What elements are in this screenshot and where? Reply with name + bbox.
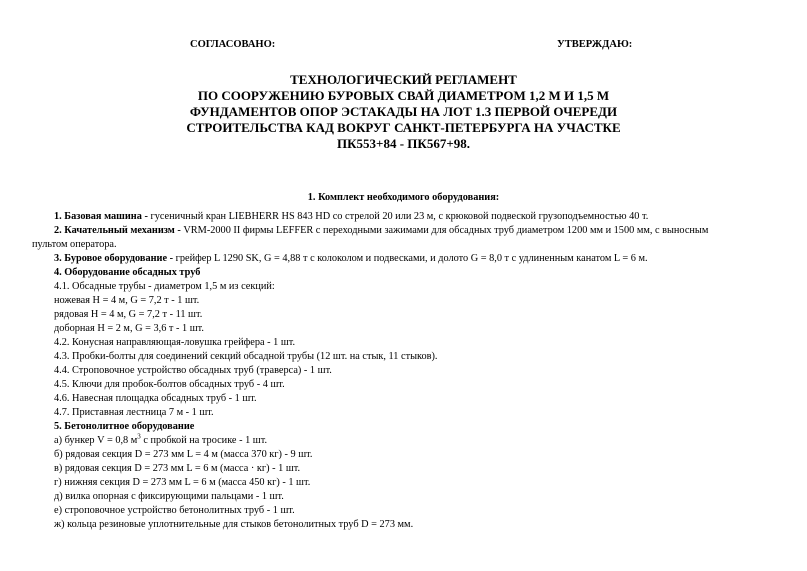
list-item: 4.5. Ключи для пробок-болтов обсадных труб - 4 шт. — [54, 379, 285, 390]
list-item: ножевая H = 4 м, G = 7,2 т - 1 шт. — [54, 295, 200, 306]
list-item — [54, 210, 774, 224]
item-text: грейфер L 1290 SK, G = 4,88 т с колоколом и подвесками, и долото G = 8,0 т с удлиненным канатом L = 6 м. — [173, 253, 648, 264]
item-label: 2. Качательный механизм - — [54, 225, 181, 236]
list-item: рядовая H = 4 м, G = 7,2 т - 11 шт. — [54, 309, 203, 320]
list-item: доборная H = 2 м, G = 3,6 т - 1 шт. — [54, 323, 204, 334]
list-item: г) нижняя секция D = 273 мм L = 6 м (масса 450 кг) - 1 шт. — [54, 477, 311, 488]
list-item: ж) кольца резиновые уплотнительные для стыков бетонолитных труб D = 273 мм. — [54, 519, 414, 530]
item-text: гусеничный кран LIEBHERR HS 843 HD со стрелой 20 или 23 м, с крюковой подвеской грузоподъемностью 40 т. — [147, 211, 649, 222]
item-label: 1. Базовая машина - — [54, 211, 148, 222]
item-text: VRM-2000 II фирмы LEFFER с переходными зажимами для обсадных труб диаметром 1200 мм и 1500 мм, с выносным — [180, 225, 709, 236]
list-item: д) вилка опорная с фиксирующими пальцами - 1 шт. — [54, 491, 284, 502]
superscript: 3 — [137, 432, 141, 441]
document-title — [0, 72, 807, 152]
list-item: в) рядовая секция D = 273 мм L = 6 м (масса · кг) - 1 шт. — [54, 463, 301, 474]
list-item: 4.4. Строповочное устройство обсадных труб (траверса) - 1 шт. — [54, 365, 332, 376]
section-heading: 1. Комплект необходимого оборудования: — [307, 192, 500, 203]
title-line: ТЕХНОЛОГИЧЕСКИЙ РЕГЛАМЕНТ — [290, 72, 517, 87]
title-line: ФУНДАМЕНТОВ ОПОР ЭСТАКАДЫ НА ЛОТ 1.3 ПЕРВОЙ ОЧЕРЕДИ — [189, 104, 618, 119]
document-body — [32, 210, 774, 532]
subsection-heading — [54, 420, 774, 434]
list-item — [54, 434, 774, 448]
title-line: СТРОИТЕЛЬСТВА КАД ВОКРУГ САНКТ-ПЕТЕРБУРГА НА УЧАСТКЕ — [186, 120, 621, 135]
list-item: 4.2. Конусная направляющая-ловушка грейфера - 1 шт. — [54, 337, 296, 348]
subsection-heading-text: 4. Оборудование обсадных труб — [54, 267, 201, 278]
approved-left-label: СОГЛАСОВАНО: — [190, 39, 276, 50]
list-item — [54, 252, 774, 266]
list-item: б) рядовая секция D = 273 мм L = 4 м (масса 370 кг) - 9 шт. — [54, 449, 313, 460]
subsection-heading-text: 5. Бетонолитное оборудование — [54, 421, 195, 432]
subsection-heading — [54, 266, 774, 280]
list-item: 4.7. Приставная лестница 7 м - 1 шт. — [54, 407, 214, 418]
title-line: ПО СООРУЖЕНИЮ БУРОВЫХ СВАЙ ДИАМЕТРОМ 1,2 М И 1,5 М — [197, 88, 610, 103]
list-item: е) строповочное устройство бетонолитных труб - 1 шт. — [54, 505, 295, 516]
item-text: а) бункер V = 0,8 м — [54, 435, 138, 446]
approved-right-label: УТВЕРЖДАЮ: — [557, 39, 633, 50]
list-item: 4.1. Обсадные трубы - диаметром 1,5 м из секций: — [54, 281, 275, 292]
list-item-continuation: пультом оператора. — [32, 239, 117, 250]
list-item: 4.3. Пробки-болты для соединений секций обсадной трубы (12 шт. на стык, 11 стыков). — [54, 351, 438, 362]
item-label: 3. Буровое оборудование - — [54, 253, 174, 264]
title-line: ПК553+84 - ПК567+98. — [337, 136, 470, 151]
list-item — [54, 224, 774, 238]
item-text: с пробкой на тросике - 1 шт. — [140, 435, 268, 446]
list-item: 4.6. Навесная площадка обсадных труб - 1 шт. — [54, 393, 257, 404]
